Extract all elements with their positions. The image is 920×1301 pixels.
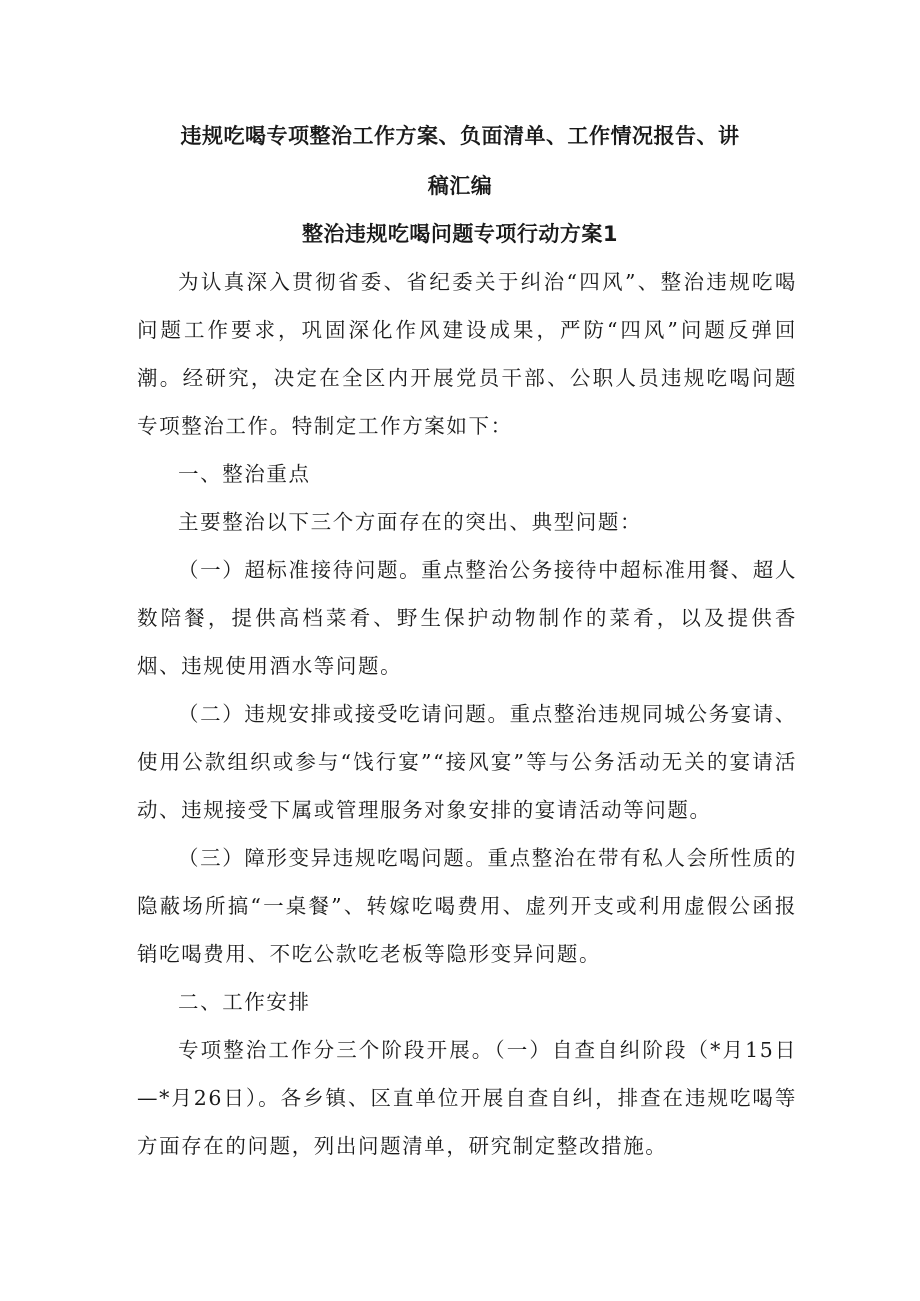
paragraph-item-2: （二）违规安排或接受吃请问题。重点整治违规同城公务宴请、使用公款组织或参与“饯行宴”“接风宴”等与公务活动无关的宴请活动、违规接受下属或管理服务对象安排的宴请活动等问题。	[137, 702, 797, 822]
paragraph-item-3: （三）障形变异违规吃喝问题。重点整治在带有私人会所性质的隐蔽场所搞“一桌餐”、转嫁吃喝费用、虚列开支或利用虚假公函报销吃喝费用、不吃公款吃老板等隐形变异问题。	[137, 846, 797, 966]
document-title-line-1: 违规吃喝专项整治工作方案、负面清单、工作情况报告、讲	[180, 124, 740, 148]
document-body	[137, 258, 797, 1170]
section-heading-1: 一、整治重点	[178, 462, 311, 486]
paragraph-schedule: 专项整治工作分三个阶段开展。（一）自查自纠阶段（*月15日—*月26日）。各乡镇、区直单位开展自查自纠，排查在违规吃喝等方面存在的问题，列出问题清单，研究制定整改措施。	[137, 1038, 797, 1158]
paragraph-intro: 为认真深入贯彻省委、省纪委关于纠治“四风”、整治违规吃喝问题工作要求，巩固深化作风建设成果，严防“四风”问题反弹回潮。经研究，决定在全区内开展党员干部、公职人员违规吃喝问题专项整治工作。特制定工作方案如下：	[137, 270, 797, 438]
section-heading-2: 二、工作安排	[178, 990, 311, 1014]
document-subtitle: 整治违规吃喝问题专项行动方案1	[301, 222, 619, 246]
paragraph-main-focus: 主要整治以下三个方面存在的突出、典型问题：	[178, 510, 643, 534]
paragraph-item-1: （一）超标准接待问题。重点整治公务接待中超标准用餐、超人数陪餐，提供高档菜肴、野生保护动物制作的菜肴，以及提供香烟、违规使用酒水等问题。	[137, 558, 797, 678]
document-title-line-2: 稿汇编	[427, 174, 493, 198]
